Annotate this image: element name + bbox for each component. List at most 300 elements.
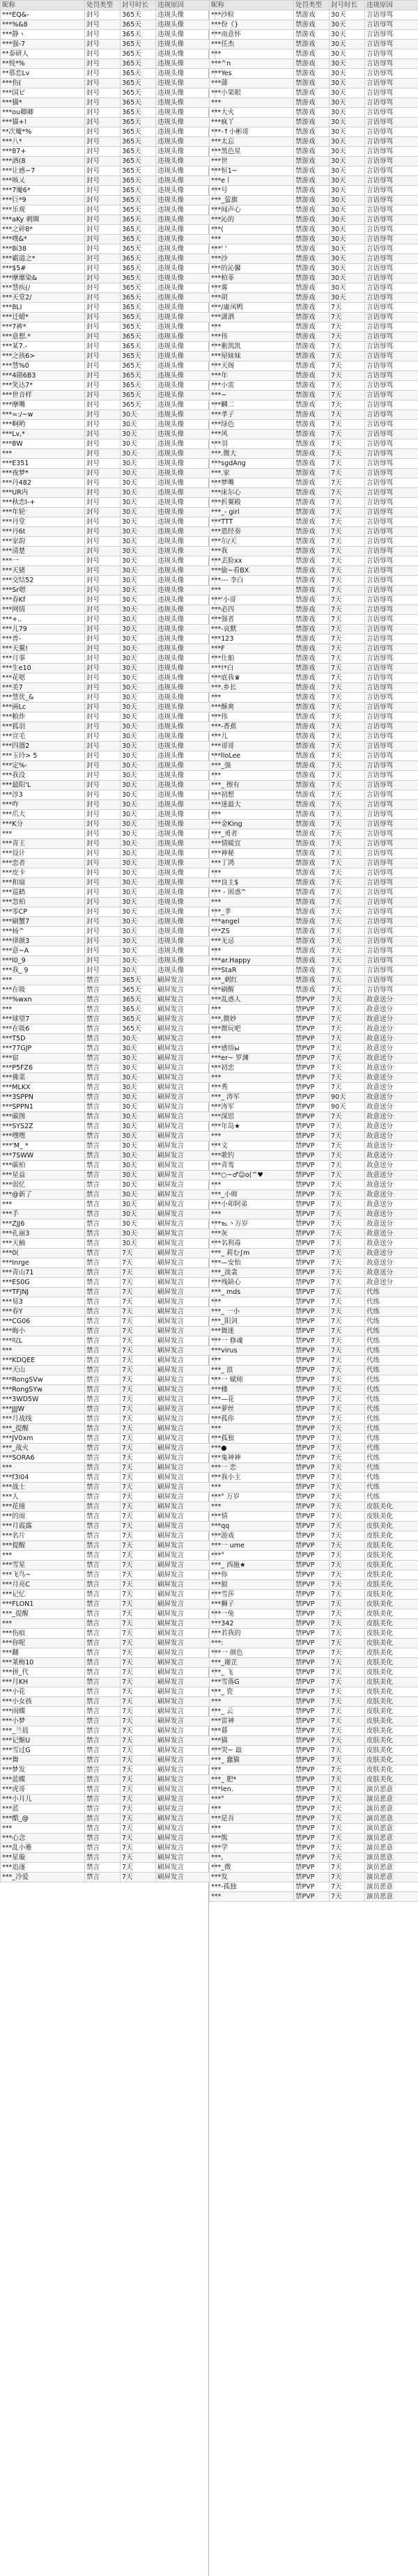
cell-nickname: ***莱梅10	[1, 1658, 85, 1668]
cell-penalty-type: 禁游戏	[294, 566, 330, 576]
cell-penalty-type: 禁PVP	[294, 1746, 330, 1756]
cell-penalty-type: 禁PVP	[294, 1619, 330, 1629]
cell-reason: 故意送分	[365, 1239, 418, 1249]
cell-penalty-type: 封号	[85, 488, 121, 498]
cell-duration: 30天	[330, 264, 365, 274]
cell-reason: 言语辱骂	[365, 781, 418, 790]
cell-nickname: ***_ 蠢猫	[210, 1756, 294, 1765]
cell-penalty-type: 禁PVP	[294, 1278, 330, 1288]
cell-reason: 刷屏发言	[156, 1512, 215, 1522]
cell-nickname: ***意想.*	[1, 332, 85, 342]
cell-duration: 7天	[330, 1424, 365, 1434]
cell-reason: 刷屏发言	[156, 1210, 215, 1219]
table-row	[1, 898, 215, 907]
cell-duration: 7天	[330, 1473, 365, 1483]
cell-reason: 刷屏发言	[156, 1678, 215, 1687]
table-row	[210, 1034, 418, 1044]
cell-duration: 7天	[330, 1249, 365, 1258]
cell-penalty-type: 封号	[85, 898, 121, 907]
table-row	[210, 400, 418, 410]
cell-duration: 365天	[121, 283, 156, 293]
cell-nickname: ***T5D	[1, 1034, 85, 1044]
cell-reason: 故意送分	[365, 1034, 418, 1044]
cell-reason: 演员恶意	[365, 1785, 418, 1795]
cell-reason: 演员恶意	[365, 1824, 418, 1834]
cell-duration: 7天	[330, 1219, 365, 1229]
cell-duration: 7天	[330, 927, 365, 937]
cell-penalty-type: 封号	[85, 215, 121, 225]
table-row	[210, 1512, 418, 1522]
table-row	[1, 1678, 215, 1687]
cell-duration: 7天	[330, 1541, 365, 1551]
cell-penalty-type: 禁言	[85, 1190, 121, 1200]
cell-nickname: ***_孝	[210, 907, 294, 917]
cell-duration: 7天	[121, 1492, 156, 1502]
cell-reason: 违规头像	[156, 127, 215, 137]
cell-nickname: ***猫*	[1, 98, 85, 108]
cell-nickname: ***_提醒	[1, 1424, 85, 1434]
cell-duration: 7天	[121, 1658, 156, 1668]
cell-penalty-type: 禁游戏	[294, 381, 330, 391]
cell-penalty-type: 禁PVP	[294, 1424, 330, 1434]
cell-penalty-type: 禁游戏	[294, 147, 330, 157]
cell-reason: 言语辱骂	[365, 517, 418, 527]
table-row	[1, 722, 215, 732]
cell-penalty-type: 封号	[85, 907, 121, 917]
cell-penalty-type: 禁游戏	[294, 868, 330, 878]
table-row	[210, 342, 418, 352]
cell-nickname: ***丁鸿	[210, 859, 294, 868]
cell-nickname: ***世音样	[1, 391, 85, 400]
table-row	[1, 868, 215, 878]
cell-reason: 刷屏发言	[156, 1463, 215, 1473]
cell-reason: 言语辱骂	[365, 10, 418, 20]
cell-penalty-type: 禁PVP	[294, 1707, 330, 1717]
cell-reason: 违规头像	[156, 196, 215, 205]
cell-reason: 言语辱骂	[365, 654, 418, 664]
cell-penalty-type: 禁游戏	[294, 985, 330, 995]
cell-duration: 30天	[121, 1171, 156, 1180]
cell-duration: 7天	[330, 800, 365, 810]
table-row	[1, 186, 215, 196]
cell-duration: 7天	[121, 1834, 156, 1843]
cell-nickname: ***	[210, 1502, 294, 1512]
table-row	[210, 108, 418, 118]
table-row	[210, 40, 418, 49]
cell-duration: 365天	[121, 10, 156, 20]
cell-duration: 7天	[330, 868, 365, 878]
cell-reason: 言语辱骂	[365, 761, 418, 771]
cell-nickname: ***-孤独	[210, 1882, 294, 1892]
cell-penalty-type: 禁言	[85, 1151, 121, 1161]
cell-reason: 违规头像	[156, 956, 215, 966]
cell-reason: 言语辱骂	[365, 352, 418, 361]
cell-duration: 365天	[121, 264, 156, 274]
cell-nickname: ***弱忆	[1, 1180, 85, 1190]
cell-duration: 7天	[330, 1746, 365, 1756]
table-row	[210, 1726, 418, 1736]
cell-nickname: ***儿79	[1, 625, 85, 634]
cell-duration: 365天	[121, 176, 156, 186]
cell-duration: 7天	[330, 1356, 365, 1366]
cell-reason: 皮肤美化	[365, 1600, 418, 1609]
cell-duration: 365天	[121, 1015, 156, 1024]
cell-penalty-type: 封号	[85, 605, 121, 615]
cell-reason: 违规头像	[156, 917, 215, 927]
table-row	[1, 1151, 215, 1161]
table-row	[1, 703, 215, 712]
cell-reason: 刷屏发言	[156, 1736, 215, 1746]
table-row	[1, 1639, 215, 1648]
cell-duration: 7天	[330, 1502, 365, 1512]
cell-penalty-type: 禁游戏	[294, 781, 330, 790]
cell-reason: 刷屏发言	[156, 1278, 215, 1288]
cell-penalty-type: 禁言	[85, 1385, 121, 1395]
cell-nickname: ***飞鸟~	[1, 1570, 85, 1580]
table-row	[210, 215, 418, 225]
cell-duration: 7天	[330, 1405, 365, 1414]
cell-reason: 刷屏发言	[156, 1483, 215, 1492]
cell-nickname: ***,	[210, 1853, 294, 1863]
cell-nickname: ***	[210, 1765, 294, 1775]
cell-reason: 故意送分	[365, 1161, 418, 1171]
cell-duration: 30天	[121, 1239, 156, 1249]
cell-penalty-type: 禁言	[85, 1180, 121, 1190]
table-row	[210, 449, 418, 459]
table-row	[210, 907, 418, 917]
cell-reason: 代练	[365, 1366, 418, 1375]
cell-nickname: **泰研人	[1, 49, 85, 59]
cell-duration: 30天	[121, 1132, 156, 1141]
cell-reason: 皮肤美化	[365, 1697, 418, 1707]
cell-duration: 7天	[330, 1814, 365, 1824]
cell-penalty-type: 禁PVP	[294, 1161, 330, 1171]
cell-reason: 违规头像	[156, 391, 215, 400]
cell-nickname: ***我小主	[210, 1473, 294, 1483]
cell-penalty-type: 封号	[85, 371, 121, 381]
cell-duration: 7天	[121, 1736, 156, 1746]
cell-reason: 违规头像	[156, 176, 215, 186]
cell-duration: 7天	[330, 683, 365, 693]
cell-nickname: ***342	[210, 1619, 294, 1629]
table-row	[210, 1824, 418, 1834]
cell-duration: 30天	[330, 137, 365, 147]
cell-nickname: ***狮子	[210, 1600, 294, 1609]
cell-duration: 7天	[330, 1765, 365, 1775]
cell-reason: 违规头像	[156, 634, 215, 644]
cell-nickname: ***lloLee	[210, 751, 294, 761]
table-row	[210, 898, 418, 907]
cell-duration: 7天	[330, 761, 365, 771]
cell-reason: 刷屏发言	[156, 1239, 215, 1249]
cell-duration: 7天	[330, 1795, 365, 1804]
cell-nickname: ***StaR	[210, 966, 294, 976]
cell-nickname: ***黑色星	[210, 147, 294, 157]
cell-reason: 违规头像	[156, 469, 215, 478]
table-row	[210, 1882, 418, 1892]
cell-duration: 30天	[121, 1180, 156, 1190]
cell-duration: 7天	[330, 1522, 365, 1531]
table-row	[1, 625, 215, 634]
table-row	[210, 79, 418, 88]
cell-duration: 365天	[121, 235, 156, 244]
cell-reason: 皮肤美化	[365, 1746, 418, 1756]
table-row	[1, 1541, 215, 1551]
cell-duration: 7天	[121, 1483, 156, 1492]
table-row	[1, 1775, 215, 1785]
cell-duration: 30天	[330, 108, 365, 118]
cell-reason: 刷屏发言	[156, 1658, 215, 1668]
cell-duration: 30天	[121, 654, 156, 664]
cell-duration: 30天	[121, 595, 156, 605]
cell-nickname: ***雷神	[210, 1717, 294, 1726]
table-row	[1, 244, 215, 254]
cell-reason: 皮肤美化	[365, 1590, 418, 1600]
cell-penalty-type: 封号	[85, 322, 121, 332]
cell-duration: 7天	[330, 1395, 365, 1405]
cell-penalty-type: 禁游戏	[294, 605, 330, 615]
cell-penalty-type: 禁游戏	[294, 254, 330, 264]
cell-nickname: ***天猪	[1, 566, 85, 576]
cell-penalty-type: 封号	[85, 498, 121, 508]
cell-reason: 言语辱骂	[365, 556, 418, 566]
cell-nickname: ***仕舶	[210, 654, 294, 664]
table-row	[210, 488, 418, 498]
cell-reason: 故意送分	[365, 1219, 418, 1229]
cell-nickname: ***K分	[1, 820, 85, 829]
cell-penalty-type: 禁游戏	[294, 313, 330, 322]
cell-duration: 30天	[121, 810, 156, 820]
cell-duration: 7天	[330, 1629, 365, 1639]
table-row	[210, 537, 418, 547]
cell-duration: 365天	[121, 40, 156, 49]
table-row	[1, 264, 215, 274]
cell-penalty-type: 禁言	[85, 1512, 121, 1522]
cell-nickname: ***战士	[1, 1483, 85, 1492]
cell-reason: 演员恶意	[365, 1873, 418, 1882]
cell-nickname: ***+..	[1, 615, 85, 625]
cell-nickname: ***○~♂☺o(^♥	[210, 1171, 294, 1180]
cell-nickname: ***8W	[1, 439, 85, 449]
cell-duration: 7天	[121, 1424, 156, 1434]
cell-reason: 刷屏发言	[156, 1034, 215, 1044]
table-row	[210, 1161, 418, 1171]
cell-nickname: ***月事	[1, 654, 85, 664]
cell-duration: 7天	[330, 1151, 365, 1161]
cell-duration: 365天	[121, 293, 156, 303]
cell-nickname: ***灰	[210, 1229, 294, 1239]
table-row	[210, 1531, 418, 1541]
table-row	[210, 790, 418, 800]
table-row	[1, 205, 215, 215]
table-row	[210, 1405, 418, 1414]
table-row	[1, 1180, 215, 1190]
cell-duration: 30天	[121, 683, 156, 693]
cell-duration: 30天	[121, 1073, 156, 1083]
cell-duration: 7天	[330, 381, 365, 391]
cell-nickname: ***ar.Happy	[210, 956, 294, 966]
cell-nickname: ***孤你	[210, 1414, 294, 1424]
cell-penalty-type: 禁PVP	[294, 1395, 330, 1405]
cell-reason: 代练	[365, 1288, 418, 1297]
cell-reason: 言语辱骂	[365, 254, 418, 264]
cell-nickname: ***小女孩	[1, 1697, 85, 1707]
cell-nickname: ***任杰	[210, 40, 294, 49]
cell-reason: 言语辱骂	[365, 927, 418, 937]
cell-duration: 7天	[330, 1785, 365, 1795]
table-row	[210, 186, 418, 196]
cell-penalty-type: 禁言	[85, 1658, 121, 1668]
cell-duration: 7天	[330, 313, 365, 322]
cell-penalty-type: 禁PVP	[294, 1210, 330, 1219]
cell-duration: 7天	[330, 1190, 365, 1200]
cell-nickname: ***咋	[1, 800, 85, 810]
cell-penalty-type: 禁PVP	[294, 1405, 330, 1414]
cell-duration: 7天	[330, 420, 365, 430]
table-row	[1, 127, 215, 137]
cell-penalty-type: 禁PVP	[294, 1658, 330, 1668]
cell-penalty-type: 禁言	[85, 1863, 121, 1873]
cell-nickname: ***' '	[210, 244, 294, 254]
table-row	[1, 1512, 215, 1522]
cell-nickname: ***噗&*	[1, 235, 85, 244]
cell-reason: 刷屏发言	[156, 1141, 215, 1151]
cell-reason: 代练	[365, 1356, 418, 1366]
cell-duration: 7天	[330, 1717, 365, 1726]
cell-penalty-type: 禁游戏	[294, 790, 330, 800]
cell-penalty-type: 禁言	[85, 1356, 121, 1366]
cell-reason: 言语辱骂	[365, 868, 418, 878]
table-row	[210, 1288, 418, 1297]
cell-duration: 30天	[330, 176, 365, 186]
cell-penalty-type: 封号	[85, 810, 121, 820]
table-row	[1, 1522, 215, 1531]
cell-reason: 演员恶意	[365, 1843, 418, 1853]
table-row	[1, 1561, 215, 1570]
cell-duration: 7天	[121, 1756, 156, 1765]
cell-reason: 刷屏发言	[156, 1726, 215, 1736]
cell-penalty-type: 禁PVP	[294, 1385, 330, 1395]
cell-duration: 7天	[330, 712, 365, 722]
cell-reason: 刷屏发言	[156, 1093, 215, 1102]
cell-nickname: ***份《}	[210, 20, 294, 30]
cell-duration: 7天	[330, 303, 365, 313]
table-row	[210, 673, 418, 683]
cell-nickname: ***_ 浪	[210, 1366, 294, 1375]
cell-penalty-type: 禁PVP	[294, 1726, 330, 1736]
cell-duration: 30天	[330, 59, 365, 69]
cell-penalty-type: 封号	[85, 683, 121, 693]
table-row	[1, 771, 215, 781]
cell-reason: 言语辱骂	[365, 20, 418, 30]
cell-duration: 7天	[330, 1083, 365, 1093]
table-row	[1, 1375, 215, 1385]
table-row	[1, 829, 215, 839]
table-row	[210, 956, 418, 966]
cell-penalty-type: 禁游戏	[294, 196, 330, 205]
cell-penalty-type: 禁言	[85, 1561, 121, 1570]
table-row	[1, 1707, 215, 1717]
cell-reason: 违规头像	[156, 800, 215, 810]
cell-nickname: ***	[210, 810, 294, 820]
cell-penalty-type: 禁言	[85, 1297, 121, 1307]
cell-reason: 刷屏发言	[156, 976, 215, 985]
cell-nickname: ***清楚	[1, 547, 85, 556]
cell-nickname: ***	[210, 586, 294, 595]
cell-nickname: ***_提醒	[1, 1609, 85, 1619]
cell-nickname: ***哭~ 最	[210, 1746, 294, 1756]
cell-nickname: ***	[210, 1180, 294, 1190]
cell-penalty-type: 封号	[85, 420, 121, 430]
cell-penalty-type: 禁游戏	[294, 547, 330, 556]
cell-nickname: ***	[210, 1132, 294, 1141]
cell-duration: 7天	[330, 352, 365, 361]
cell-penalty-type: 禁游戏	[294, 157, 330, 166]
cell-duration: 7天	[330, 966, 365, 976]
cell-reason: 违规头像	[156, 205, 215, 215]
table-row	[210, 1522, 418, 1531]
table-row	[210, 1024, 418, 1034]
cell-duration: 7天	[330, 1034, 365, 1044]
cell-duration: 7天	[330, 1453, 365, 1463]
cell-duration: 7天	[330, 673, 365, 683]
cell-duration: 7天	[121, 1863, 156, 1873]
table-row	[1, 166, 215, 176]
cell-reason: 言语辱骂	[365, 800, 418, 810]
cell-nickname: ***雪星	[1, 1561, 85, 1570]
table-row	[1, 654, 215, 664]
cell-penalty-type: 禁游戏	[294, 137, 330, 147]
table-row	[1, 215, 215, 225]
cell-reason: 言语辱骂	[365, 264, 418, 274]
cell-penalty-type: 禁言	[85, 1590, 121, 1600]
table-row	[210, 1551, 418, 1561]
cell-reason: 言语辱骂	[365, 196, 418, 205]
cell-reason: 违规头像	[156, 20, 215, 30]
table-row	[210, 1756, 418, 1765]
table-row	[210, 391, 418, 400]
cell-reason: 故意送分	[365, 1073, 418, 1083]
cell-penalty-type: 禁言	[85, 1492, 121, 1502]
cell-reason: 刷屏发言	[156, 1200, 215, 1210]
table-row	[1, 664, 215, 673]
cell-nickname: ***小卯阿弟	[210, 1200, 294, 1210]
cell-reason: 违规头像	[156, 30, 215, 40]
cell-penalty-type: 禁游戏	[294, 498, 330, 508]
cell-reason: 代练	[365, 1473, 418, 1483]
cell-nickname: ***太忘	[210, 137, 294, 147]
cell-reason: 刷屏发言	[156, 1824, 215, 1834]
cell-duration: 30天	[121, 1034, 156, 1044]
cell-reason: 言语辱骂	[365, 127, 418, 137]
cell-penalty-type: 禁PVP	[294, 1687, 330, 1697]
cell-reason: 刷屏发言	[156, 985, 215, 995]
cell-reason: 刷屏发言	[156, 1219, 215, 1229]
table-row	[210, 274, 418, 283]
cell-nickname: ***情暖宜	[210, 839, 294, 849]
cell-nickname: ***	[1, 1005, 85, 1015]
cell-penalty-type: 禁言	[85, 1804, 121, 1814]
cell-reason: 违规头像	[156, 576, 215, 586]
cell-nickname: ***手	[1, 1210, 85, 1219]
table-row	[210, 508, 418, 517]
cell-reason: 刷屏发言	[156, 1453, 215, 1463]
table-row	[210, 283, 418, 293]
table-row	[210, 683, 418, 693]
table-row	[210, 742, 418, 751]
table-row	[1, 1785, 215, 1795]
table-row	[1, 1210, 215, 1219]
